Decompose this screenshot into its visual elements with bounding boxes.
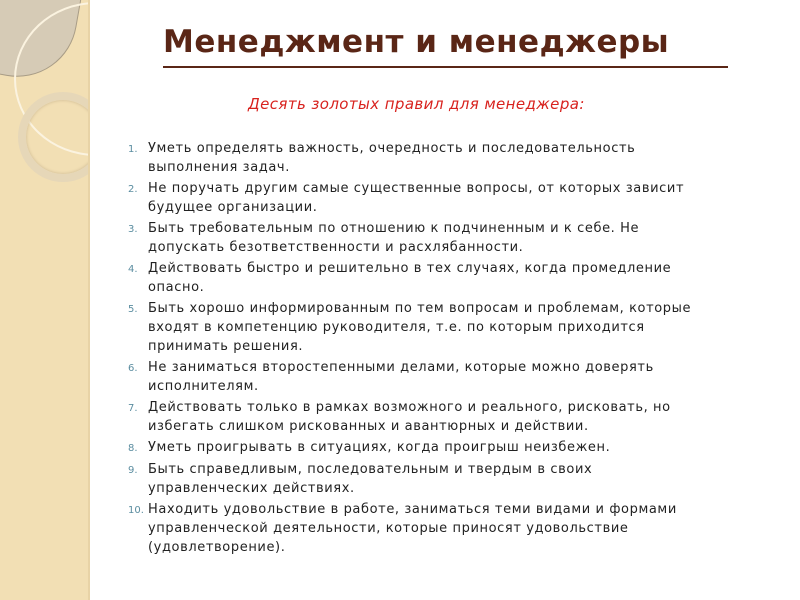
- list-item: [128, 219, 748, 257]
- list-number: 10.: [128, 505, 144, 516]
- list-number: 9.: [128, 465, 138, 476]
- list-number: 1.: [128, 144, 138, 155]
- list-text-line: будущее организации.: [148, 200, 318, 215]
- list-text-line: выполнения задач.: [148, 160, 290, 175]
- list-text: [148, 219, 639, 257]
- list-item: [128, 299, 748, 356]
- list-number: 2.: [128, 184, 138, 195]
- list-text: [148, 179, 684, 217]
- list-item: [128, 139, 748, 177]
- list-item: [128, 358, 748, 396]
- list-text-line: Уметь проигрывать в ситуациях, когда проигрыш неизбежен.: [148, 440, 611, 455]
- list-text: [148, 500, 677, 557]
- list-item: [128, 500, 748, 557]
- list-item: [128, 460, 748, 498]
- rules-list: [128, 139, 748, 559]
- list-text-line: Быть требовательным по отношению к подчиненным и к себе. Не: [148, 221, 640, 236]
- list-text: [148, 259, 671, 297]
- list-text-line: Действовать только в рамках возможного и реального, рисковать, но: [148, 400, 671, 415]
- list-text: [148, 460, 592, 498]
- list-number: 8.: [128, 443, 138, 454]
- list-text-line: Не поручать другим самые существенные вопросы, от которых зависит: [148, 181, 685, 196]
- list-text-line: Быть хорошо информированным по тем вопросам и проблемам, которые: [148, 301, 692, 316]
- list-item: [128, 398, 748, 436]
- list-item: [128, 259, 748, 297]
- title-underline: [163, 66, 728, 68]
- list-text-line: Не заниматься второстепенными делами, которые можно доверять: [148, 360, 654, 375]
- list-number: 6.: [128, 363, 138, 374]
- slide-title: Менеджмент и менеджеры: [163, 24, 670, 60]
- list-text-line: принимать решения.: [148, 339, 304, 354]
- list-number: 7.: [128, 403, 138, 414]
- decorative-side-band: [0, 0, 88, 600]
- list-text-line: избегать слишком рискованных и авантюрных и действии.: [148, 419, 589, 434]
- list-text: [148, 299, 691, 356]
- list-text-line: Быть справедливым, последовательным и твердым в своих: [148, 462, 593, 477]
- list-number: 5.: [128, 304, 138, 315]
- list-text: [148, 358, 654, 396]
- list-item: [128, 179, 748, 217]
- list-text-line: управленческой деятельности, которые приносят удовольствие: [148, 521, 629, 536]
- list-text-line: опасно.: [148, 280, 205, 295]
- list-text-line: управленческих действиях.: [148, 481, 355, 496]
- slide-subtitle: Десять золотых правил для менеджера:: [248, 95, 585, 113]
- list-number: 3.: [128, 224, 138, 235]
- list-number: 4.: [128, 264, 138, 275]
- list-text-line: входят в компетенцию руководителя, т.е. по которым приходится: [148, 320, 645, 335]
- list-text-line: Уметь определять важность, очередность и последовательность: [148, 141, 636, 156]
- list-text-line: Находить удовольствие в работе, заниматься теми видами и формами: [148, 502, 677, 517]
- list-text-line: Действовать быстро и решительно в тех случаях, когда промедление: [148, 261, 672, 276]
- list-text-line: исполнителям.: [148, 379, 259, 394]
- list-text: [148, 438, 610, 458]
- list-text: [148, 398, 671, 436]
- list-item: [128, 438, 748, 458]
- band-edge: [88, 0, 90, 600]
- list-text-line: допускать безответственности и расхлябанности.: [148, 240, 524, 255]
- list-text: [148, 139, 635, 177]
- list-text-line: (удовлетворение).: [148, 540, 286, 555]
